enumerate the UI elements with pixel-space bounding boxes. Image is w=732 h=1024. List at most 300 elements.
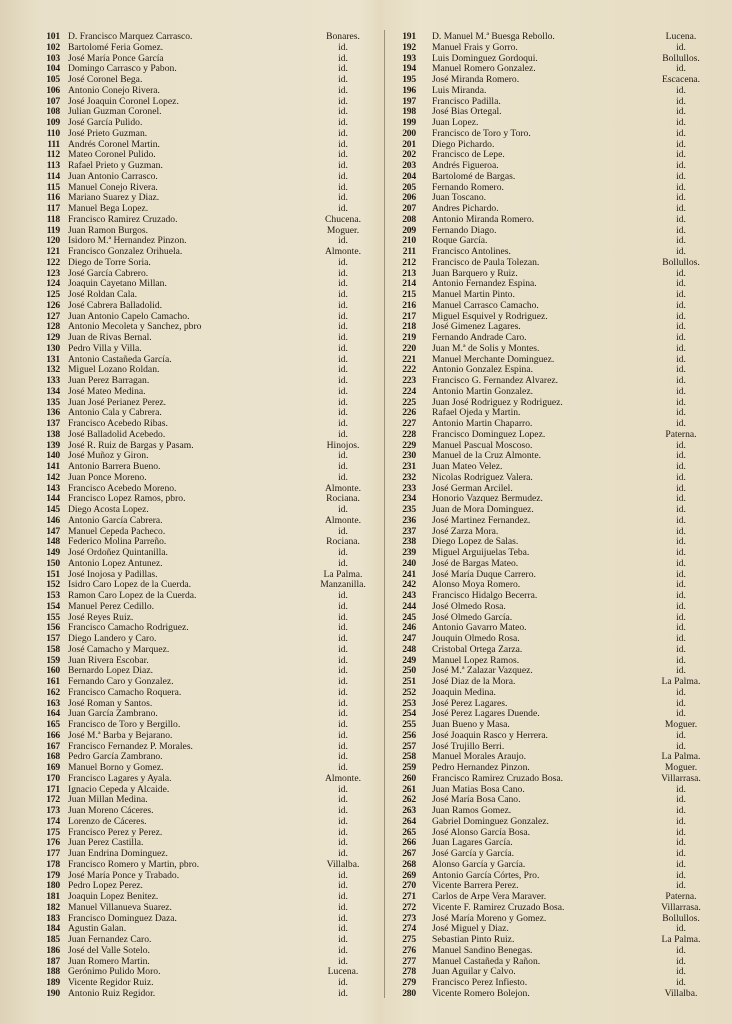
entry-number: 120	[46, 235, 60, 247]
list-item	[392, 645, 714, 656]
entry-name: Antonio Martin Gonzalez.	[432, 386, 533, 397]
entry-place: id.	[676, 482, 686, 494]
list-item	[392, 398, 714, 409]
entry-place: Almonte.	[325, 772, 361, 784]
entry-name: Antonio Martin Chaparro.	[432, 419, 533, 429]
entry-name: Vicente F. Ramirez Cruzado Bosa.	[432, 902, 565, 913]
list-item	[28, 150, 380, 161]
entry-number: 133	[46, 375, 60, 386]
entry-number: 130	[46, 342, 60, 354]
entry-name: Juan Mateo Velez.	[432, 462, 503, 472]
entry-place: id.	[338, 256, 348, 268]
entry-number: 205	[402, 181, 416, 193]
entry-number: 232	[402, 471, 416, 483]
list-item	[28, 656, 380, 667]
entry-number: 239	[402, 547, 416, 558]
entry-number: 107	[46, 95, 60, 107]
entry-name: Sebastian Pinto Ruiz.	[432, 935, 515, 945]
entry-number: 224	[402, 385, 416, 397]
entry-number: 216	[402, 299, 416, 311]
list-item	[28, 838, 380, 849]
entry-name: José German Arcilel.	[432, 483, 513, 494]
entry-number: 190	[46, 987, 60, 999]
entry-number: 244	[402, 600, 416, 612]
entry-place: id.	[676, 590, 686, 601]
entry-number: 136	[46, 407, 60, 419]
entry-name: D. Francisco Marquez Carrasco.	[68, 32, 193, 42]
entry-number: 151	[46, 568, 60, 580]
entry-place: Bollullos.	[662, 52, 700, 64]
entry-place: id.	[676, 805, 686, 816]
entry-name: Francisco Dominguez Daza.	[68, 913, 177, 924]
entry-place: id.	[338, 955, 348, 967]
entry-number: 146	[46, 514, 60, 526]
entry-place: id.	[676, 633, 686, 644]
list-item	[28, 290, 380, 301]
entry-name: Francisco Lagares y Ayala.	[68, 773, 172, 784]
entry-name: D. Manuel M.ª Buesga Rebollo.	[432, 32, 555, 42]
list-item	[28, 935, 380, 946]
entry-place: id.	[676, 815, 686, 827]
entry-place: id.	[338, 149, 348, 161]
entry-number: 138	[46, 428, 60, 440]
entry-number: 159	[46, 654, 60, 666]
list-item	[28, 914, 380, 925]
list-item	[28, 613, 380, 624]
entry-name: José Trujillo Berri.	[432, 741, 505, 752]
list-item	[392, 43, 714, 54]
entry-number: 153	[46, 590, 60, 601]
entry-name: José María Ponce y Trabado.	[68, 870, 180, 881]
entry-name: Francisco Perez Infiesto.	[432, 978, 528, 988]
entry-name: Julian Guzman Coronel.	[68, 107, 162, 118]
entry-place: id.	[338, 385, 348, 397]
list-item	[392, 118, 714, 129]
entry-number: 170	[46, 772, 60, 784]
list-item	[28, 989, 380, 1000]
entry-place: id.	[338, 643, 348, 655]
entry-place: id.	[338, 708, 348, 720]
entry-place: id.	[338, 751, 348, 763]
list-item	[392, 301, 714, 312]
entry-name: Francisco Camacho Rodriguez.	[68, 623, 189, 634]
entry-number: 234	[402, 493, 416, 505]
entry-number: 174	[46, 815, 60, 827]
entry-place: id.	[676, 977, 686, 988]
entry-place: id.	[676, 461, 686, 472]
list-item	[392, 935, 714, 946]
entry-number: 112	[46, 149, 60, 161]
entry-place: id.	[338, 557, 348, 569]
list-item	[392, 430, 714, 441]
entry-place: id.	[676, 353, 686, 365]
list-item	[28, 731, 380, 742]
column-divider	[384, 30, 385, 998]
entry-place: id.	[676, 278, 686, 290]
list-item	[392, 860, 714, 871]
list-item	[392, 795, 714, 806]
entry-place: id.	[676, 321, 686, 333]
entry-number: 249	[402, 654, 416, 666]
entry-name: Francisco Perez y Perez.	[68, 827, 163, 838]
entry-place: id.	[338, 934, 348, 945]
entry-number: 156	[46, 622, 60, 634]
entry-name: Manuel Perez Cedillo.	[68, 601, 155, 612]
entry-name: Mariano Suarez y Diaz.	[68, 193, 160, 204]
entry-number: 114	[46, 170, 60, 182]
entry-place: id.	[676, 643, 686, 655]
entry-place: id.	[338, 117, 348, 128]
entry-name: Vicente Barrera Perez.	[432, 881, 519, 892]
entry-name: Francisco de Paula Tolezan.	[432, 257, 540, 268]
entry-name: Diego Landero y Caro.	[68, 634, 157, 644]
entry-number: 185	[46, 934, 60, 945]
list-item	[28, 215, 380, 226]
entry-name: Pedro García Zambrano.	[68, 752, 163, 763]
entry-number: 279	[402, 977, 416, 988]
entry-place: id.	[338, 181, 348, 193]
list-item	[28, 75, 380, 86]
entry-place: id.	[676, 41, 686, 53]
list-item	[392, 957, 714, 968]
entry-place: id.	[338, 138, 348, 150]
entry-number: 266	[402, 837, 416, 849]
entry-place: id.	[338, 192, 348, 204]
entry-number: 125	[46, 289, 60, 300]
entry-name: Manuel Pascual Moscoso.	[432, 440, 533, 451]
list-item	[28, 752, 380, 763]
entry-number: 256	[402, 729, 416, 741]
entry-number: 160	[46, 665, 60, 677]
list-item	[28, 161, 380, 172]
entry-place: id.	[338, 901, 348, 913]
entry-number: 280	[402, 987, 416, 999]
entry-place: id.	[338, 396, 348, 408]
entry-place: id.	[676, 493, 686, 505]
entry-name: Manuel Martin Pinto.	[432, 290, 515, 300]
entry-number: 147	[46, 525, 60, 537]
list-item	[28, 419, 380, 430]
list-item	[392, 849, 714, 860]
entry-name: José R. Ruiz de Bargas y Pasam.	[68, 440, 194, 451]
list-item	[28, 355, 380, 366]
list-item	[28, 398, 380, 409]
entry-place: id.	[676, 536, 686, 548]
entry-name: Antonio García Córtes, Pro.	[432, 870, 540, 881]
entry-name: Juan Ramos Gomez.	[432, 806, 512, 816]
list-item	[392, 785, 714, 796]
list-item	[28, 107, 380, 118]
entry-name: José Balladolid Acebedo.	[68, 429, 166, 440]
entry-place: id.	[676, 740, 686, 752]
entry-place: id.	[338, 364, 348, 376]
list-item	[28, 881, 380, 892]
entry-place: id.	[676, 955, 686, 967]
entry-name: Gabriel Dominguez Gonzalez.	[432, 816, 549, 827]
entry-name: Juan Toscano.	[432, 193, 487, 204]
list-item	[392, 86, 714, 97]
list-item	[392, 591, 714, 602]
entry-place: id.	[676, 213, 686, 225]
entry-name: Juan Perez Castilla.	[68, 838, 144, 849]
entry-place: id.	[676, 525, 686, 537]
entry-place: id.	[338, 719, 348, 730]
entry-number: 163	[46, 697, 60, 709]
entry-place: id.	[338, 299, 348, 311]
entry-name: José Coronel Bega.	[68, 75, 143, 85]
entry-number: 103	[46, 52, 60, 64]
entry-name: Rafael Ojeda y Martin.	[432, 408, 521, 419]
entry-number: 237	[402, 525, 416, 537]
list-item	[392, 623, 714, 634]
entry-name: Pedro Hernandez Pinzon.	[432, 763, 530, 773]
entry-number: 214	[402, 278, 416, 290]
list-item	[392, 838, 714, 849]
entry-place: id.	[338, 654, 348, 666]
list-item	[28, 97, 380, 108]
entry-name: Francisco Antolines.	[432, 247, 511, 257]
list-item	[392, 75, 714, 86]
entry-place: id.	[338, 235, 348, 247]
entry-place: id.	[338, 41, 348, 53]
entry-name: Juan Moreno Cáceres.	[68, 806, 154, 816]
entry-number: 241	[402, 568, 416, 580]
entry-name: Antonio Barrera Bueno.	[68, 462, 161, 472]
entry-number: 276	[402, 944, 416, 956]
entry-number: 171	[46, 783, 60, 795]
list-item	[28, 795, 380, 806]
entry-place: Paterna.	[665, 891, 697, 902]
list-item	[392, 656, 714, 667]
entry-name: Antonio García Cabrera.	[68, 515, 163, 526]
entry-number: 148	[46, 536, 60, 548]
entry-place: id.	[338, 869, 348, 881]
entry-name: José Mateo Medina.	[68, 386, 146, 397]
list-item	[392, 774, 714, 785]
entry-place: id.	[338, 944, 348, 956]
entry-name: Antonio Conejo Rivera.	[68, 85, 160, 96]
right-column	[392, 32, 714, 1000]
entry-name: José Perez Lagares.	[432, 698, 508, 709]
entry-name: Francisco Acebedo Moreno.	[68, 483, 177, 494]
list-item	[28, 322, 380, 333]
entry-place: id.	[676, 138, 686, 150]
entry-number: 222	[402, 364, 416, 376]
list-item	[28, 785, 380, 796]
entry-name: José Diaz de la Mora.	[432, 677, 516, 687]
entry-name: José de Bargas Mateo.	[432, 558, 519, 569]
entry-number: 270	[402, 880, 416, 892]
list-item	[392, 226, 714, 237]
entry-name: Miguel Arguijuelas Teba.	[432, 548, 530, 558]
list-item	[28, 892, 380, 903]
entry-name: Francisco Acebedo Ribas.	[68, 419, 168, 429]
entry-place: id.	[338, 332, 348, 343]
entry-name: Francisco Lopez Ramos, pbro.	[68, 494, 186, 505]
list-item	[392, 699, 714, 710]
entry-number: 217	[402, 310, 416, 322]
entry-place: id.	[338, 590, 348, 601]
entry-number: 196	[402, 84, 416, 96]
entry-number: 129	[46, 332, 60, 343]
entry-number: 131	[46, 353, 60, 365]
entry-number: 169	[46, 762, 60, 773]
entry-name: Pedro Lopez Perez.	[68, 881, 143, 892]
entry-name: José del Valle Sotelo.	[68, 945, 150, 956]
list-item	[28, 978, 380, 989]
entry-place: Villarrasa.	[661, 772, 701, 784]
entry-place: Escacena.	[661, 74, 701, 85]
list-item	[28, 258, 380, 269]
entry-place: id.	[338, 740, 348, 752]
entry-name: José M.ª Barba y Bejarano.	[68, 730, 173, 741]
entry-name: Antonio Fernandez Espina.	[432, 279, 537, 290]
entry-name: Manuel Merchante Dominguez.	[432, 354, 555, 365]
entry-place: Almonte.	[325, 246, 361, 257]
entry-place: id.	[338, 74, 348, 85]
entry-name: Cristobal Ortega Zarza.	[432, 644, 523, 655]
entry-number: 178	[46, 858, 60, 870]
list-item	[392, 279, 714, 290]
entry-place: La Palma.	[323, 568, 363, 580]
entry-name: Andrés Coronel Martin.	[68, 139, 160, 150]
entry-number: 140	[46, 450, 60, 462]
list-item	[392, 161, 714, 172]
entry-place: id.	[338, 923, 348, 935]
entry-number: 204	[402, 170, 416, 182]
entry-number: 182	[46, 901, 60, 913]
entry-number: 152	[46, 579, 60, 591]
entry-number: 271	[402, 891, 416, 902]
entry-number: 264	[402, 815, 416, 827]
entry-place: id.	[338, 912, 348, 924]
entry-place: id.	[676, 665, 686, 677]
entry-name: Nicolas Rodriguez Valera.	[432, 472, 533, 483]
entry-name: Honorio Vazquez Bermudez.	[432, 494, 543, 505]
entry-place: id.	[338, 310, 348, 322]
list-item	[392, 634, 714, 645]
entry-number: 210	[402, 235, 416, 247]
entry-place: id.	[338, 611, 348, 623]
entry-place: Bonares.	[326, 31, 360, 42]
entry-place: id.	[676, 826, 686, 838]
left-column	[28, 32, 380, 1000]
entry-number: 200	[402, 127, 416, 139]
entry-place: id.	[338, 160, 348, 171]
entry-number: 252	[402, 686, 416, 698]
entry-name: Juan Matias Bosa Cano.	[432, 784, 525, 795]
entry-name: Vicente Regidor Ruiz.	[68, 978, 154, 988]
entry-place: id.	[676, 514, 686, 526]
entry-number: 236	[402, 514, 416, 526]
entry-number: 253	[402, 697, 416, 709]
entry-number: 104	[46, 63, 60, 75]
entry-number: 157	[46, 633, 60, 644]
entry-place: id.	[676, 869, 686, 881]
entry-number: 105	[46, 74, 60, 85]
entry-place: id.	[676, 418, 686, 429]
list-item	[28, 602, 380, 613]
entry-place: id.	[676, 557, 686, 569]
list-item	[28, 688, 380, 699]
list-item	[28, 806, 380, 817]
list-item	[392, 806, 714, 817]
entry-place: id.	[338, 783, 348, 795]
entry-number: 123	[46, 267, 60, 279]
entry-name: José Joaquin Rasco y Herrera.	[432, 730, 548, 741]
entry-number: 215	[402, 289, 416, 300]
entry-name: José Olmedo García.	[432, 612, 513, 623]
entry-place: id.	[676, 117, 686, 128]
list-item	[392, 451, 714, 462]
list-item	[28, 548, 380, 559]
list-item	[28, 699, 380, 710]
list-item	[28, 54, 380, 65]
list-item	[28, 591, 380, 602]
entry-number: 240	[402, 557, 416, 569]
entry-name: José García y García.	[432, 849, 515, 859]
entry-name: Federico Molina Parreño.	[68, 537, 167, 548]
entry-number: 187	[46, 955, 60, 967]
entry-place: id.	[676, 966, 686, 978]
entry-place: Almonte.	[325, 514, 361, 526]
entry-place: Paterna.	[665, 428, 697, 440]
entry-place: id.	[338, 805, 348, 816]
entry-place: id.	[338, 794, 348, 806]
entry-number: 172	[46, 794, 60, 806]
entry-name: Joaquin Cayetano Millan.	[68, 279, 167, 290]
entry-number: 254	[402, 708, 416, 720]
entry-place: id.	[338, 450, 348, 462]
entry-place: id.	[676, 858, 686, 870]
list-item	[392, 688, 714, 699]
entry-number: 274	[402, 923, 416, 935]
list-item	[28, 430, 380, 441]
list-item	[28, 140, 380, 151]
entry-place: id.	[338, 461, 348, 472]
entry-name: Francisco de Toro y Bergillo.	[68, 720, 181, 730]
entry-name: Fernando Andrade Caro.	[432, 333, 527, 343]
entry-name: Gerónimo Pulido Moro.	[68, 967, 161, 978]
entry-number: 144	[46, 493, 60, 505]
list-item	[28, 247, 380, 258]
list-item	[28, 269, 380, 280]
entry-name: Manuel Morales Araujo.	[432, 752, 527, 763]
entry-name: Agustin Galan.	[68, 924, 127, 935]
entry-number: 199	[402, 117, 416, 128]
entry-name: Mateo Coronel Pulido.	[68, 150, 156, 161]
list-item	[392, 516, 714, 527]
entry-number: 113	[46, 160, 60, 171]
list-item	[28, 666, 380, 677]
entry-name: Bartolomé Feria Gomez.	[68, 42, 164, 53]
entry-number: 255	[402, 719, 416, 730]
entry-number: 227	[402, 418, 416, 429]
entry-name: José Camacho y Marquez.	[68, 644, 170, 655]
entry-number: 218	[402, 321, 416, 333]
list-item	[392, 731, 714, 742]
entry-place: id.	[338, 665, 348, 677]
list-item	[28, 828, 380, 839]
entry-name: Andrés Figueroa.	[432, 161, 499, 171]
entry-place: id.	[676, 310, 686, 322]
entry-number: 247	[402, 633, 416, 644]
entry-name: Juan de Rivas Bernal.	[68, 333, 152, 343]
entry-name: Luis Dominguez Gordoqui.	[432, 53, 538, 64]
entry-name: Manuel Lopez Ramos.	[432, 655, 520, 666]
entry-number: 111	[47, 138, 60, 150]
entry-name: Juan Romero Martin.	[68, 956, 150, 967]
